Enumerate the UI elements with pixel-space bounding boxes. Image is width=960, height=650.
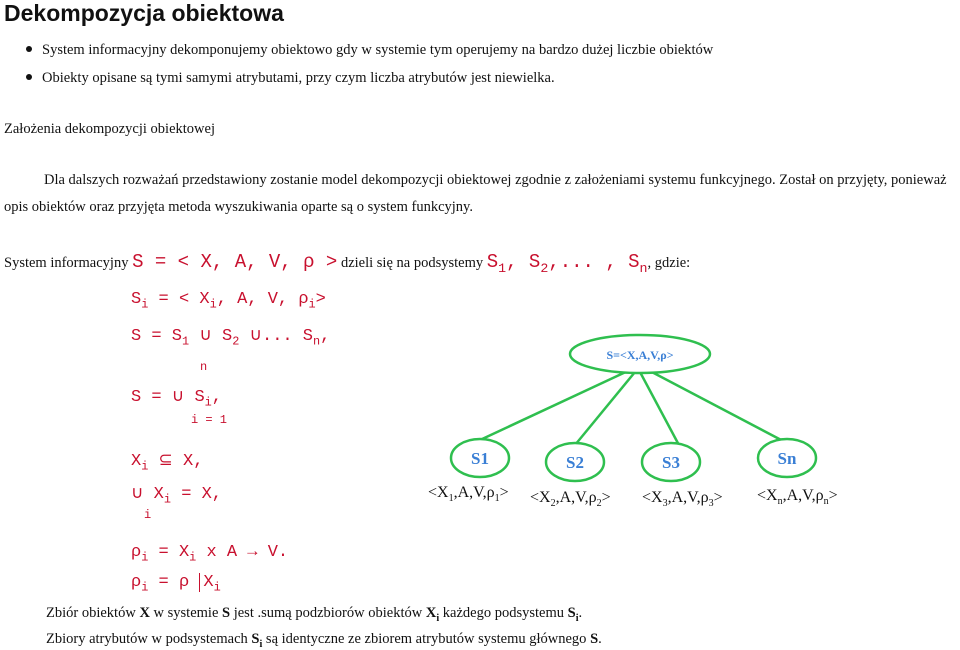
bullet-dot-icon <box>26 74 32 80</box>
subsystem-tuple-sn: $<X_n,A,V,\rho_n>$ <box>757 487 838 507</box>
subsystem-tuple-s2: $<X_2,A,V,\rho_2>$ <box>530 489 611 509</box>
subsystem-node-sn-label: Sn <box>777 449 797 468</box>
subsystem-node-s2-label: S2 <box>566 453 584 472</box>
formula-union-objects: ∪ $X_i = X$, <box>131 485 223 507</box>
page-title: Dekompozycja obiektowa <box>4 0 284 26</box>
footer-line-2: Zbiory atrybutów w podsystemach $S_i$ są identyczne ze zbiorem atrybutów systemu głównego S. <box>46 631 602 650</box>
bullet-item-2: Obiekty opisane są tymi samymi atrybutami, przy czym liczba atrybutów jest niewielka. <box>26 70 555 87</box>
formula-subsystem-def: $S_i$ = < $X_i$, A, V, $\rho_i>$ <box>131 290 326 312</box>
subsystems-formula: $S_1$, $S_2$,... , $S_n$ <box>486 251 648 276</box>
formula-union-objects-index: i <box>144 508 152 522</box>
tree-edge <box>648 370 785 442</box>
root-node-label: S=<X,A,V,ρ> <box>606 348 674 362</box>
system-definition-line: System informacyjny S = < X, A, V, ρ > dzieli się na podsystemy $S_1$, $S_2$,... , $S_n$, gdzie: <box>4 251 691 276</box>
formula-union-upper-limit: n <box>200 360 208 374</box>
restriction-bar: $X_i$ <box>199 573 220 592</box>
formula-info-function: $\rho_i = X_i$ x A → V. <box>131 543 289 565</box>
formula-restriction: $\rho_i = \rho$ $X_i$ <box>131 573 221 595</box>
formula-union-big: S = ∪ $S_i$, <box>131 388 222 410</box>
footer-line-1: Zbiór obiektów X w systemie S jest .sumą podzbiorów obiektów $X_i$ każdego podsystemu $S_i$. <box>46 605 583 624</box>
subsystem-tuple-s3: $<X_3,A,V,\rho_3>$ <box>642 489 723 509</box>
decomposition-tree-diagram <box>420 325 870 520</box>
subsystem-node-s3-label: S3 <box>662 453 680 472</box>
assumptions-heading: Założenia dekompozycji obiektowej <box>4 121 215 137</box>
formula-union-lower-limit: i = 1 <box>191 413 228 427</box>
paragraph-line-2: opis obiektów oraz przyjęta metoda wyszukiwania oparte są o system funkcyjny. <box>4 199 473 215</box>
bullet-dot-icon <box>26 46 32 52</box>
system-formula: S = < X, A, V, ρ > <box>132 251 338 273</box>
bullet-item-1: System informacyjny dekomponujemy obiektowo gdy w systemie tym operujemy na bardzo dużej liczbie obiektów <box>26 42 713 59</box>
formula-subset: $X_i$ ⊆ X, <box>131 452 204 474</box>
formula-union-explicit: $S = S_1$ ∪ $S_2$ ∪... $S_n$, <box>131 327 331 349</box>
subsystem-tuple-s1: $<X_1,A,V,\rho_1>$ <box>428 484 509 504</box>
paragraph-line-1: Dla dalszych rozważań przedstawiony zostanie model dekompozycji obiektowej zgodnie z założeniami systemu funkcyjnego. Został on przyjęty, ponieważ <box>44 172 947 188</box>
subsystem-node-s1-label: S1 <box>471 449 489 468</box>
